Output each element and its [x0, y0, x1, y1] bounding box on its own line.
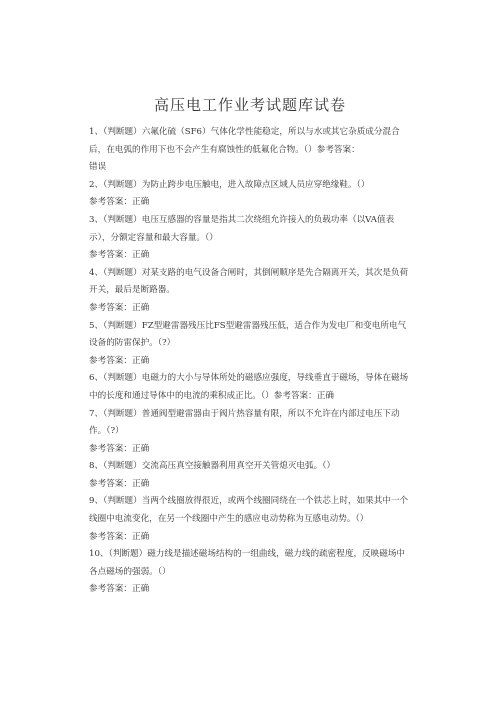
- question-item: [89, 458, 411, 493]
- answer-text: 错误: [89, 162, 107, 173]
- question-text: 5、（判断题）FZ型避雷器残压比FS型避雷器残压低，适合作为发电厂和变电所电气设备的防雷保护。（?）: [89, 320, 407, 349]
- answer-text: 参考答案：正确: [89, 478, 150, 489]
- question-text: 3、（判断题）电压互感器的容量是指其二次绕组允许接入的负载功率（以VA值表示），分额定容量和最大容量。（）: [89, 214, 395, 243]
- question-text: 4、（判断题）对某支路的电气设备合闸时，其倒闸顺序是先合隔离开关，其次是负荷开关，最后是断路器。: [89, 267, 409, 296]
- question-item: [89, 493, 411, 546]
- question-text: 6、（判断题）电磁力的大小与导体所处的磁感应强度，导线垂直于磁场，导体在磁场中的长度和通过导体中的电流的乘积成正比。（）参考答案：正确: [89, 373, 409, 401]
- question-item: [89, 177, 411, 212]
- question-text: 1、（判断题）六氟化硫（SF6）气体化学性能稳定，所以与水或其它杂质成分混合后，在电弧的作用下也不会产生有腐蚀性的低氟化合物。（）参考答案：: [89, 127, 400, 155]
- question-text: 7、（判断题）普通阀型避雷器由于阀片热容量有限，所以不允许在内部过电压下动作。（?）: [89, 408, 400, 437]
- answer-text: 参考答案：正确: [89, 355, 150, 366]
- question-item: [89, 406, 411, 459]
- answer-text: 参考答案：正确: [89, 250, 150, 261]
- question-text: 2、（判断题）为防止跨步电压触电，进入故障点区域人员应穿绝缘鞋。（）: [89, 179, 370, 190]
- answer-text: 参考答案：正确: [89, 197, 150, 208]
- question-text: 8、（判断题）交流高压真空接触器利用真空开关管熄灭电弧。（）: [89, 461, 336, 472]
- question-list: [89, 124, 411, 599]
- question-item: [89, 212, 411, 265]
- question-item: [89, 124, 411, 177]
- answer-text: 参考答案：正确: [89, 531, 150, 542]
- question-item: [89, 265, 411, 318]
- question-item: [89, 318, 411, 371]
- question-item: [89, 370, 411, 405]
- question-text: 9、（判断题）当两个线圈放得很近，或两个线圈同绕在一个铁芯上时，如果其中一个线圈中电流变化，在另一个线圈中产生的感应电动势称为互感电动势。（）: [89, 496, 409, 525]
- page-title: 高压电工作业考试题库试卷: [153, 96, 346, 114]
- answer-text: 参考答案：正确: [89, 302, 150, 313]
- question-text: 10、（判断题）磁力线是描述磁场结构的一组曲线，磁力线的疏密程度，反映磁场中各点磁场的强弱。（）: [89, 549, 406, 577]
- answer-text: 参考答案：正确: [89, 584, 150, 595]
- answer-text: 参考答案：正确: [89, 443, 150, 454]
- question-item: [89, 546, 411, 599]
